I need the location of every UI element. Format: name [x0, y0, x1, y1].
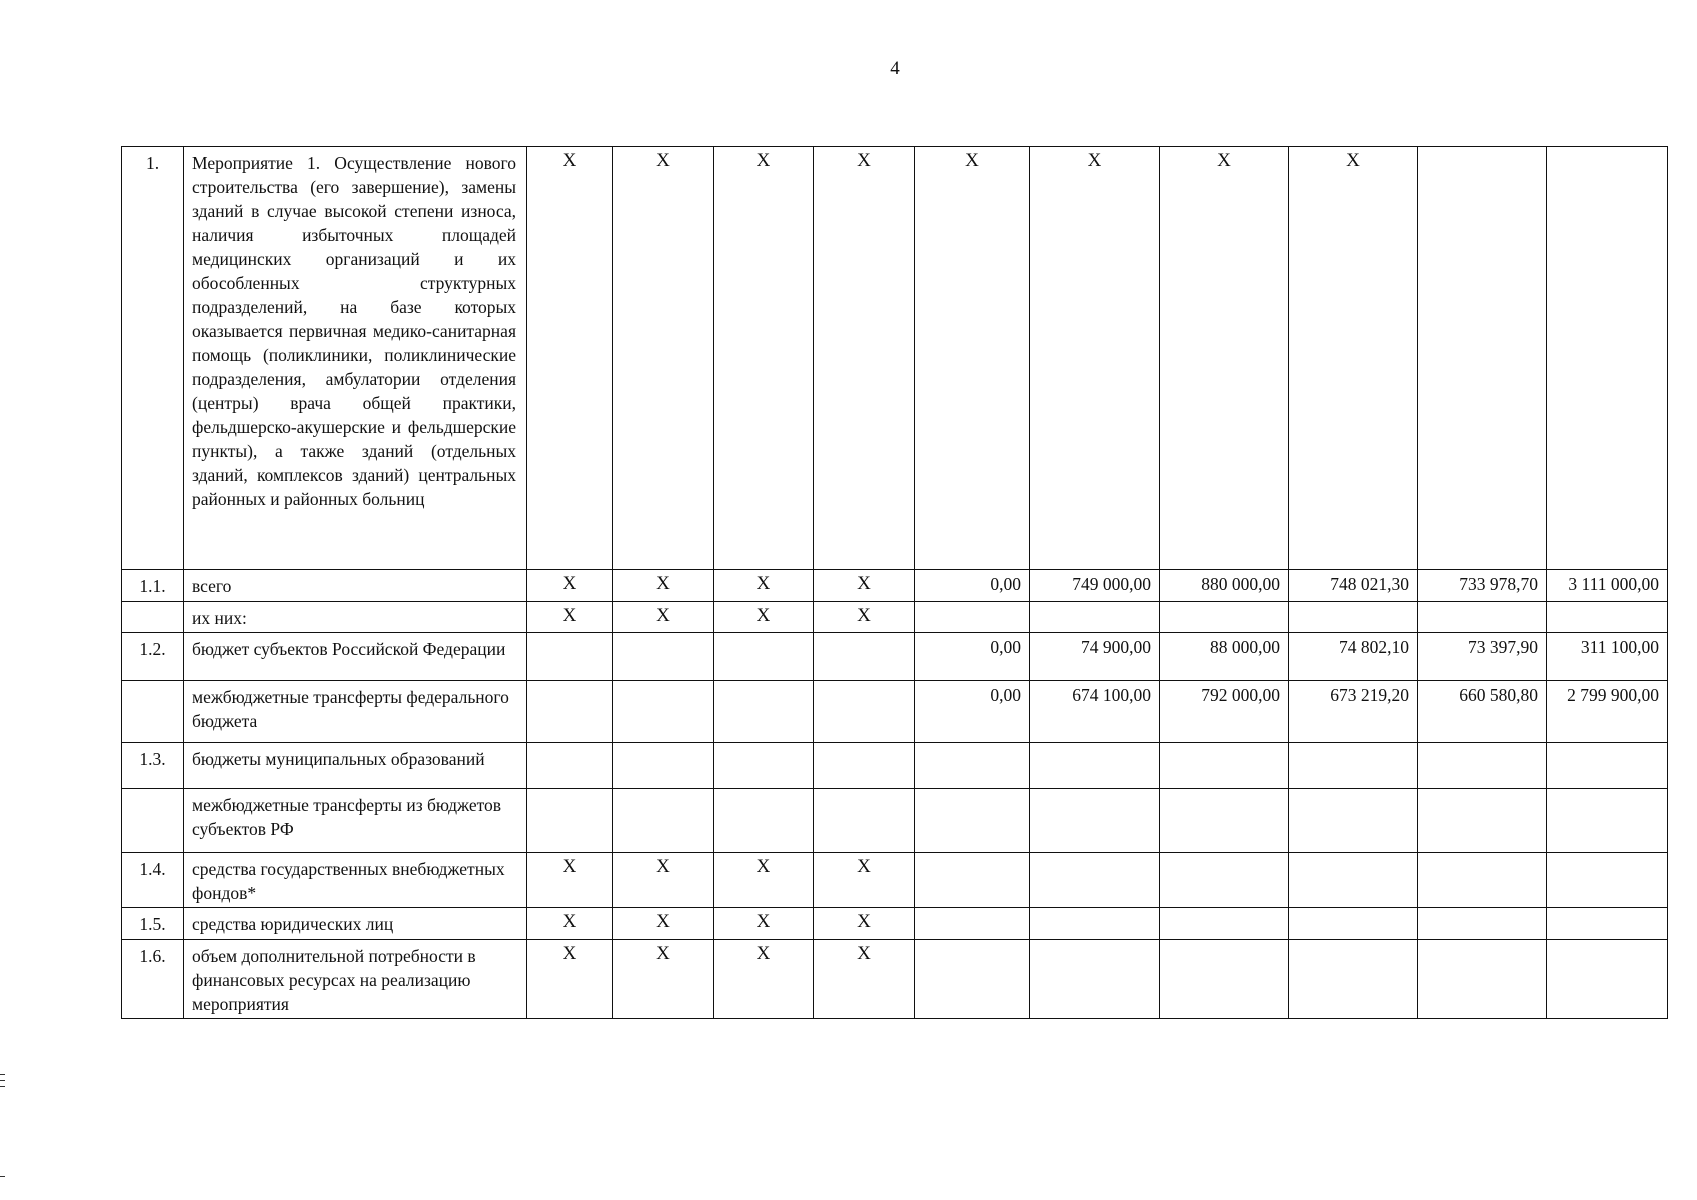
cell: X: [527, 570, 613, 602]
cell: X: [613, 940, 714, 1019]
table-row: [122, 789, 1668, 853]
cell: 880 000,00: [1160, 570, 1289, 602]
cell: 73 397,90: [1418, 633, 1547, 681]
table-row: [122, 633, 1668, 681]
scan-mark: [0, 1074, 5, 1075]
cell: [1547, 908, 1668, 940]
cell: 311 100,00: [1547, 633, 1668, 681]
cell: [814, 743, 915, 789]
cell: X: [714, 908, 814, 940]
cell: [1289, 789, 1418, 853]
cell: [1160, 602, 1289, 633]
cell: 673 219,20: [1289, 681, 1418, 743]
cell: 733 978,70: [1418, 570, 1547, 602]
cell: X: [814, 147, 915, 570]
cell: [527, 681, 613, 743]
row-description: межбюджетные трансферты из бюджетов субъектов РФ: [184, 789, 527, 853]
cell: 88 000,00: [1160, 633, 1289, 681]
cell: X: [527, 940, 613, 1019]
budget-table: [121, 146, 1668, 1019]
cell: [1547, 602, 1668, 633]
row-description: всего: [184, 570, 527, 602]
cell: [1160, 908, 1289, 940]
cell: X: [714, 147, 814, 570]
row-number: 1.2.: [122, 633, 184, 681]
cell: X: [915, 147, 1030, 570]
scan-mark: [0, 1080, 5, 1081]
cell: 792 000,00: [1160, 681, 1289, 743]
cell: 2 799 900,00: [1547, 681, 1668, 743]
cell: [1289, 743, 1418, 789]
row-number: 1.3.: [122, 743, 184, 789]
cell: 0,00: [915, 633, 1030, 681]
cell: X: [714, 602, 814, 633]
cell: [814, 681, 915, 743]
scan-mark: [0, 1176, 5, 1177]
cell: [1160, 853, 1289, 908]
cell: [613, 681, 714, 743]
table-row: [122, 570, 1668, 602]
row-description: Мероприятие 1. Осуществление нового строительства (его завершение), замены зданий в случае высокой степени износа, наличия избыточных площадей медицинских организаций и их обособленных структурных подразделений, на базе которых оказывается первичная медико-санитарная помощь (поликлиники, поликлинические подразделения, амбулатории отделения (центры) врача общей практики, фельдшерско-акушерские и фельдшерские пункты), а также зданий (отдельных зданий, комплексов зданий) центральных районных и районных больниц: [184, 147, 527, 570]
cell: [1418, 853, 1547, 908]
cell: 74 802,10: [1289, 633, 1418, 681]
row-number: 1.6.: [122, 940, 184, 1019]
cell: [1030, 853, 1160, 908]
cell: X: [1030, 147, 1160, 570]
cell: X: [814, 940, 915, 1019]
cell: [1160, 940, 1289, 1019]
cell: X: [527, 908, 613, 940]
cell: [527, 789, 613, 853]
row-number: 1.4.: [122, 853, 184, 908]
table-row: [122, 908, 1668, 940]
cell: [915, 940, 1030, 1019]
row-number: 1.1.: [122, 570, 184, 602]
cell: 0,00: [915, 681, 1030, 743]
cell: [1418, 789, 1547, 853]
row-description: бюджет субъектов Российской Федерации: [184, 633, 527, 681]
row-description: средства юридических лиц: [184, 908, 527, 940]
cell: X: [613, 908, 714, 940]
cell: 0,00: [915, 570, 1030, 602]
cell: [714, 681, 814, 743]
cell: 748 021,30: [1289, 570, 1418, 602]
scan-mark: [0, 1086, 5, 1087]
cell: X: [613, 570, 714, 602]
cell: X: [714, 570, 814, 602]
cell: X: [1289, 147, 1418, 570]
cell: 74 900,00: [1030, 633, 1160, 681]
cell: [915, 602, 1030, 633]
cell: [1030, 602, 1160, 633]
cell: [915, 789, 1030, 853]
cell: [1547, 147, 1668, 570]
cell: [1289, 940, 1418, 1019]
cell: X: [814, 908, 915, 940]
cell: [1160, 743, 1289, 789]
row-number: 1.5.: [122, 908, 184, 940]
cell: X: [814, 602, 915, 633]
cell: [814, 633, 915, 681]
cell: [1418, 908, 1547, 940]
cell: X: [714, 940, 814, 1019]
cell: [613, 789, 714, 853]
cell: X: [613, 853, 714, 908]
row-description: их них:: [184, 602, 527, 633]
cell: [915, 853, 1030, 908]
cell: X: [613, 147, 714, 570]
cell: [1160, 789, 1289, 853]
cell: [527, 633, 613, 681]
cell: [1547, 789, 1668, 853]
cell: X: [527, 602, 613, 633]
cell: 749 000,00: [1030, 570, 1160, 602]
table-row: [122, 853, 1668, 908]
cell: [1418, 602, 1547, 633]
row-description: бюджеты муниципальных образований: [184, 743, 527, 789]
row-number: [122, 602, 184, 633]
cell: [1030, 908, 1160, 940]
row-number: 1.: [122, 147, 184, 570]
table-row: [122, 681, 1668, 743]
cell: [1030, 940, 1160, 1019]
cell: [1289, 853, 1418, 908]
cell: X: [613, 602, 714, 633]
cell: X: [814, 853, 915, 908]
cell: 3 111 000,00: [1547, 570, 1668, 602]
cell: [1030, 789, 1160, 853]
row-number: [122, 681, 184, 743]
table-row: [122, 743, 1668, 789]
cell: [527, 743, 613, 789]
cell: X: [714, 853, 814, 908]
row-description: межбюджетные трансферты федерального бюджета: [184, 681, 527, 743]
cell: [1030, 743, 1160, 789]
cell: 674 100,00: [1030, 681, 1160, 743]
cell: 660 580,80: [1418, 681, 1547, 743]
cell: X: [527, 147, 613, 570]
cell: [1418, 743, 1547, 789]
cell: [714, 743, 814, 789]
cell: [1418, 940, 1547, 1019]
cell: [613, 633, 714, 681]
cell: X: [1160, 147, 1289, 570]
cell: [1547, 853, 1668, 908]
cell: [915, 908, 1030, 940]
table-row: [122, 602, 1668, 633]
table-row: [122, 940, 1668, 1019]
cell: [814, 789, 915, 853]
cell: X: [814, 570, 915, 602]
cell: [1418, 147, 1547, 570]
cell: [714, 633, 814, 681]
cell: [1289, 602, 1418, 633]
table-row: [122, 147, 1668, 570]
page-number: 4: [890, 58, 900, 79]
cell: [1289, 908, 1418, 940]
cell: [1547, 940, 1668, 1019]
cell: [613, 743, 714, 789]
row-description: средства государственных внебюджетных фондов*: [184, 853, 527, 908]
cell: X: [527, 853, 613, 908]
cell: [714, 789, 814, 853]
cell: [915, 743, 1030, 789]
cell: [1547, 743, 1668, 789]
row-number: [122, 789, 184, 853]
row-description: объем дополнительной потребности в финансовых ресурсах на реализацию мероприятия: [184, 940, 527, 1019]
